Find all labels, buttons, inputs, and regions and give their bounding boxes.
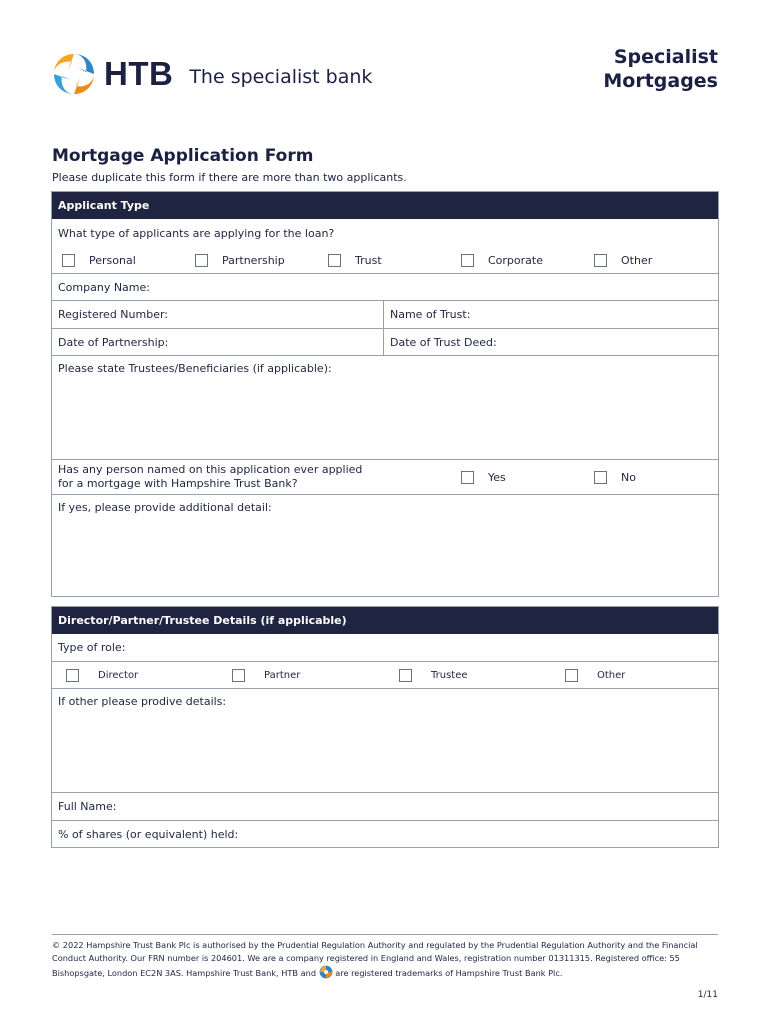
- htb-logo: [50, 50, 372, 98]
- option-trust-label: Trust: [355, 253, 382, 267]
- option-partnership[interactable]: [195, 254, 285, 267]
- type-of-role-row: [52, 634, 718, 661]
- prior-question-line2: for a mortgage with Hampshire Trust Bank?: [58, 477, 298, 490]
- legal-text-part2: are registered trademarks of Hampshire Trust Bank Plc.: [335, 968, 563, 978]
- full-name-label: Full Name:: [58, 800, 117, 813]
- role-trustee-label: Trustee: [431, 669, 468, 681]
- director-details-heading: Director/Partner/Trustee Details (if applicable): [52, 607, 718, 634]
- option-no-label: No: [621, 470, 636, 484]
- checkbox-trustee[interactable]: [399, 669, 412, 682]
- name-of-trust-label: Name of Trust:: [390, 308, 471, 321]
- applicant-type-heading: Applicant Type: [52, 192, 718, 219]
- checkbox-partnership[interactable]: [195, 254, 208, 267]
- role-other[interactable]: [565, 669, 625, 682]
- checkbox-director[interactable]: [66, 669, 79, 682]
- prior-question-line1: Has any person named on this application ever applied: [58, 463, 363, 476]
- registered-number-label: Registered Number:: [58, 308, 168, 321]
- director-details-section: [51, 606, 719, 848]
- date-of-trust-deed-field[interactable]: [384, 329, 497, 355]
- option-corporate[interactable]: [461, 254, 543, 267]
- date-of-trust-deed-label: Date of Trust Deed:: [390, 335, 497, 349]
- option-yes[interactable]: [461, 471, 506, 484]
- name-of-trust-field[interactable]: [384, 301, 470, 328]
- option-trust[interactable]: [328, 254, 382, 267]
- applicant-question: [52, 219, 718, 247]
- footer-divider: [52, 934, 718, 935]
- role-director-label: Director: [98, 669, 139, 681]
- option-partnership-label: Partnership: [222, 253, 285, 267]
- applicant-question-text: What type of applicants are applying for the loan?: [58, 226, 335, 240]
- date-of-partnership-label: Date of Partnership:: [58, 335, 169, 349]
- checkbox-no[interactable]: [594, 471, 607, 484]
- role-director[interactable]: [66, 669, 138, 682]
- applicant-options-row: [52, 247, 718, 273]
- role-other-label: Other: [597, 669, 626, 681]
- checkbox-partner[interactable]: [232, 669, 245, 682]
- additional-detail-field[interactable]: [52, 494, 718, 596]
- option-personal[interactable]: [62, 254, 136, 267]
- form-subtitle: Please duplicate this form if there are more than two applicants.: [52, 171, 407, 184]
- role-trustee[interactable]: [399, 669, 468, 682]
- legal-footer: [52, 939, 720, 980]
- option-other[interactable]: [594, 254, 652, 267]
- legal-text-part1: © 2022 Hampshire Trust Bank Plc is authorised by the Prudential Regulation Authority and regulated by the Prudential Regulation Authority and the Financial Conduct Authority. Our FRN number is 204601. We are a company registered in England and Wales, registration number 01311315. Registered office: 55 Bishopsgate, London EC2N 3AS. Hampshire Trust Bank, HTB and: [52, 940, 698, 978]
- checkbox-corporate[interactable]: [461, 254, 474, 267]
- full-name-field[interactable]: [52, 792, 718, 820]
- brand-name: HTB: [104, 55, 174, 92]
- applicant-type-section: [51, 191, 719, 597]
- dates-row: [52, 328, 718, 355]
- trustees-label: Please state Trustees/Beneficiaries (if applicable):: [58, 362, 332, 375]
- checkbox-role-other[interactable]: [565, 669, 578, 682]
- prior-application-row: [52, 459, 718, 494]
- form-title: Mortgage Application Form: [52, 146, 314, 166]
- brand-tagline: The specialist bank: [189, 66, 373, 88]
- other-details-field[interactable]: [52, 688, 718, 792]
- checkbox-other[interactable]: [594, 254, 607, 267]
- prior-application-question: [58, 463, 362, 491]
- role-options-row: [52, 661, 718, 688]
- option-personal-label: Personal: [89, 253, 136, 267]
- date-of-partnership-field[interactable]: [52, 329, 384, 355]
- corner-title-line1: Specialist: [613, 46, 718, 68]
- additional-detail-label: If yes, please provide additional detail:: [58, 501, 272, 514]
- trustees-field[interactable]: [52, 355, 718, 459]
- option-no[interactable]: [594, 471, 636, 484]
- checkbox-trust[interactable]: [328, 254, 341, 267]
- htb-swirl-icon: [50, 50, 98, 98]
- role-partner-label: Partner: [264, 669, 301, 681]
- page-number: 1/11: [697, 990, 718, 1000]
- shares-held-field[interactable]: [52, 820, 718, 847]
- shares-held-label: % of shares (or equivalent) held:: [58, 827, 239, 841]
- company-name-field[interactable]: [52, 273, 718, 300]
- option-yes-label: Yes: [488, 470, 506, 484]
- registered-trust-row: [52, 300, 718, 328]
- other-details-label: If other please prodive details:: [58, 695, 227, 708]
- option-corporate-label: Corporate: [488, 253, 543, 267]
- checkbox-yes[interactable]: [461, 471, 474, 484]
- company-name-label: Company Name:: [58, 280, 150, 294]
- option-other-label: Other: [621, 253, 653, 267]
- corner-title-line2: Mortgages: [603, 70, 718, 92]
- role-partner[interactable]: [232, 669, 300, 682]
- document-category: [603, 45, 718, 93]
- checkbox-personal[interactable]: [62, 254, 75, 267]
- htb-mini-logo-icon: [319, 965, 333, 979]
- registered-number-field[interactable]: [52, 301, 384, 328]
- type-of-role-label: Type of role:: [58, 641, 126, 654]
